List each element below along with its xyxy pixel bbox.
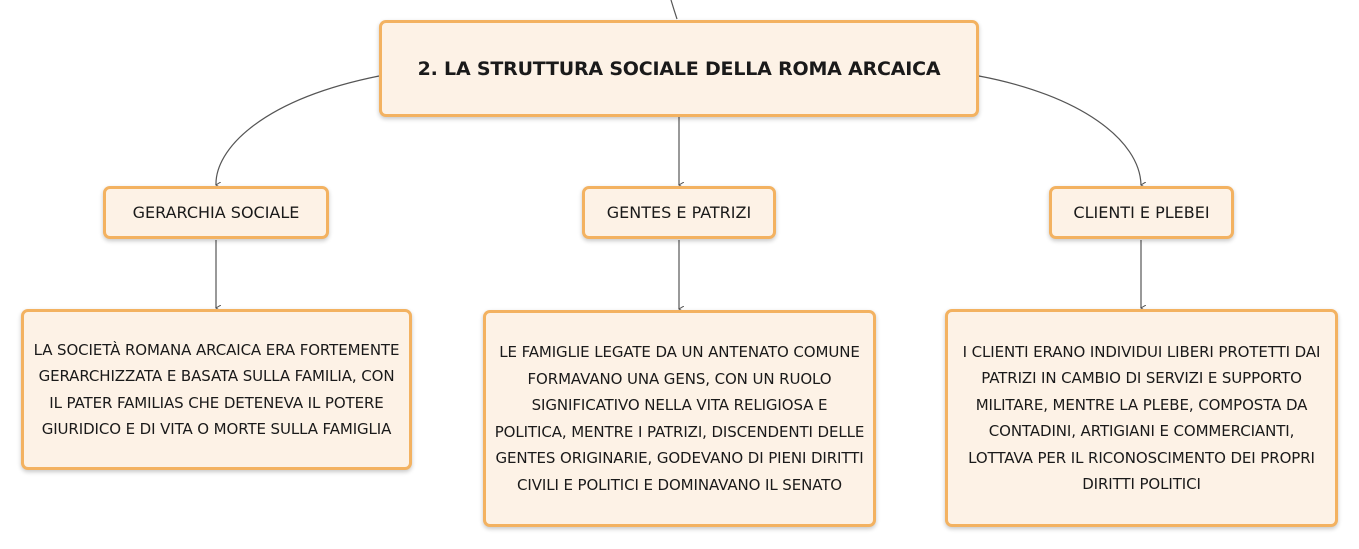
subtopic-gerarchia-description[interactable]	[21, 309, 412, 470]
subtopic-text: LE FAMIGLIE LEGATE DA UN ANTENATO COMUNE FORMAVANO UNA GENS, CON UN RUOLO SIGNIFICATIVO NELLA VITA RELIGIOSA E POLITICA, MENTRE I PATRIZI, DISCENDENTI DELLE GENTES ORIGINARIE, GODEVANO DI PIENI DIRITTI CIVILI E POLITICI E DOMINAVANO IL SENATO	[494, 343, 865, 494]
subtopic-text: I CLIENTI ERANO INDIVIDUI LIBERI PROTETTI DAI PATRIZI IN CAMBIO DI SERVIZI E SUPPORTO MILITARE, MENTRE LA PLEBE, COMPOSTA DA CONTADINI, ARTIGIANI E COMMERCIANTI, LOTTAVA PER IL RICONOSCIMENTO DEI PROPRI DIRITTI POLITICI	[962, 342, 1321, 493]
topic-label: GERARCHIA SOCIALE	[132, 203, 300, 222]
connector-root-clienti	[979, 76, 1141, 185]
topic-gerarchia-sociale[interactable]	[103, 186, 329, 239]
subtopic-clienti-description[interactable]	[945, 309, 1338, 527]
subtopic-text: LA SOCIETÀ ROMANA ARCAICA ERA FORTEMENTE GERARCHIZZATA E BASATA SULLA FAMILIA, CON IL PATER FAMILIAS CHE DETENEVA IL POTERE GIURIDICO E DI VITA O MORTE SULLA FAMIGLIA	[33, 340, 400, 438]
root-topic-label: 2. LA STRUTTURA SOCIALE DELLA ROMA ARCAICA	[417, 57, 941, 80]
subtopic-gentes-description[interactable]	[483, 310, 876, 527]
topic-label: GENTES E PATRIZI	[606, 203, 752, 222]
topic-gentes-e-patrizi[interactable]	[582, 186, 776, 239]
root-topic[interactable]	[379, 20, 979, 117]
parent-connector	[671, 0, 677, 19]
topic-label: CLIENTI E PLEBEI	[1073, 203, 1210, 222]
connector-root-gerarchia	[216, 76, 379, 185]
topic-clienti-e-plebei[interactable]	[1049, 186, 1234, 239]
